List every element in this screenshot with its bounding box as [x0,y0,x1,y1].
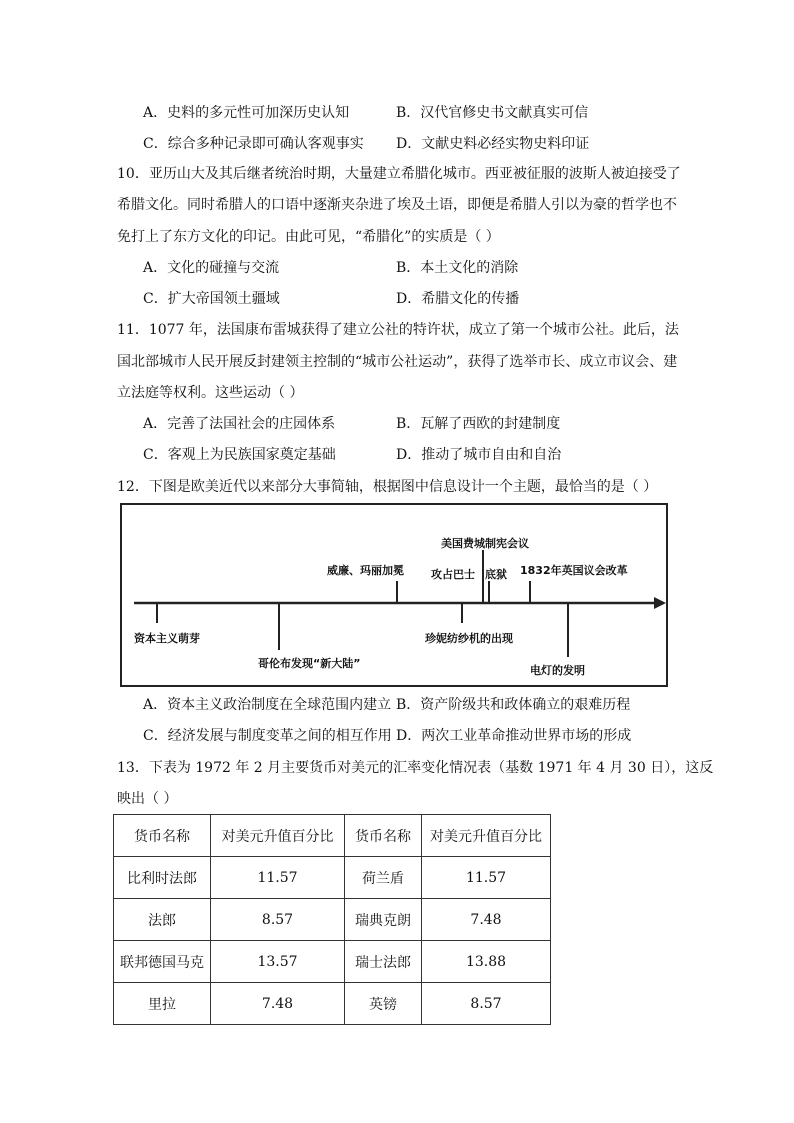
cell-currency: 荷兰盾 [345,857,422,899]
q12-option-a[interactable]: A．资本主义政治制度在全球范围内建立 [143,697,392,713]
cell-value: 7.48 [211,983,345,1025]
q13-stem-line-1: 13．下表为 1972 年 2 月主要货币对美元的汇率变化情况表（基数 1971 年 4 月 30 日），这反 [117,760,714,776]
q10-option-c[interactable]: C．扩大帝国领土疆域 [143,291,280,307]
cell-currency: 法郎 [114,899,211,941]
header-currency-1: 货币名称 [114,815,211,857]
cell-value: 8.57 [422,983,551,1025]
header-appreciation-2: 对美元升值百分比 [422,815,551,857]
label-spinning-jenny: 珍妮纺纱机的出现 [425,632,513,645]
label-storming: 攻占巴士 [431,568,475,581]
q11-stem-line-1: 11．1077 年，法国康布雷城获得了建立公社的特许状，成立了第一个城市公社。此后，法 [117,322,679,338]
label-columbus: 哥伦布发现“新大陆” [258,657,361,670]
cell-value: 11.57 [211,857,345,899]
q9-option-a[interactable]: A．史料的多元性可加深历史认知 [143,105,350,121]
timeline-arrowhead [654,597,666,609]
q10-stem-line-3: 免打上了东方文化的印记。由此可见，“希腊化”的实质是（ ） [117,229,500,245]
cell-currency: 瑞士法郎 [345,941,422,983]
table-header-row [114,815,551,857]
label-reform-1832: 1832年英国议会改革 [520,564,628,577]
cell-value: 13.88 [422,941,551,983]
table-row [114,941,551,983]
exchange-rate-table [113,814,551,1025]
q10-stem-line-1: 10．亚历山大及其后继者统治时期，大量建立希腊化城市。西亚被征服的波斯人被迫接受了 [117,166,681,182]
q11-stem-line-2: 国北部城市人民开展反封建领主控制的“城市公社运动”，获得了选举市长、成立市议会、建 [117,354,678,370]
q11-option-d[interactable]: D．推动了城市自由和自治 [396,447,562,463]
table-row [114,857,551,899]
header-appreciation-1: 对美元升值百分比 [211,815,345,857]
q12-option-d[interactable]: D．两次工业革命推动世界市场的形成 [396,728,632,744]
q9-option-d[interactable]: D．文献史料必经实物史料印证 [396,136,590,152]
q10-option-d[interactable]: D．希腊文化的传播 [396,291,520,307]
q12-option-c[interactable]: C．经济发展与制度变革之间的相互作用 [143,728,392,744]
cell-currency: 瑞典克朗 [345,899,422,941]
cell-value: 13.57 [211,941,345,983]
q10-stem-line-2: 希腊文化。同时希腊人的口语中逐渐夹杂进了埃及土语，即便是希腊人引以为豪的哲学也不 [117,197,677,213]
q11-option-c[interactable]: C．客观上为民族国家奠定基础 [143,447,336,463]
table-row [114,899,551,941]
table-row [114,983,551,1025]
header-currency-2: 货币名称 [345,815,422,857]
q11-option-a[interactable]: A．完善了法国社会的庄园体系 [143,416,336,432]
q11-stem-line-3: 立法庭等权利。这些运动（ ） [117,385,304,401]
label-william-mary: 威廉、玛丽加冕 [327,564,404,577]
label-capitalism-sprouts: 资本主义萌芽 [134,632,200,645]
timeline-diagram [120,503,668,687]
q10-option-a[interactable]: A．文化的碰撞与交流 [143,260,280,276]
q12-option-b[interactable]: B．资产阶级共和政体确立的艰难历程 [396,697,631,713]
label-philadelphia-convention: 美国费城制宪会议 [441,537,529,550]
label-electric-light: 电灯的发明 [530,664,585,677]
q13-stem-line-2: 映出（ ） [117,791,178,807]
q11-option-b[interactable]: B．瓦解了西欧的封建制度 [396,416,561,432]
q9-option-c[interactable]: C．综合多种记录即可确认客观事实 [143,136,364,152]
cell-value: 8.57 [211,899,345,941]
q9-option-b[interactable]: B．汉代官修史书文献真实可信 [396,105,589,121]
timeline-svg [122,505,670,689]
cell-currency: 里拉 [114,983,211,1025]
cell-currency: 比利时法郎 [114,857,211,899]
cell-currency: 联邦德国马克 [114,941,211,983]
q10-option-b[interactable]: B．本土文化的消除 [396,260,519,276]
cell-value: 7.48 [422,899,551,941]
cell-currency: 英镑 [345,983,422,1025]
cell-value: 11.57 [422,857,551,899]
q12-stem: 12．下图是欧美近代以来部分大事简轴，根据图中信息设计一个主题，最恰当的是（ ） [117,479,658,495]
label-bastille: 底狱 [485,568,507,581]
